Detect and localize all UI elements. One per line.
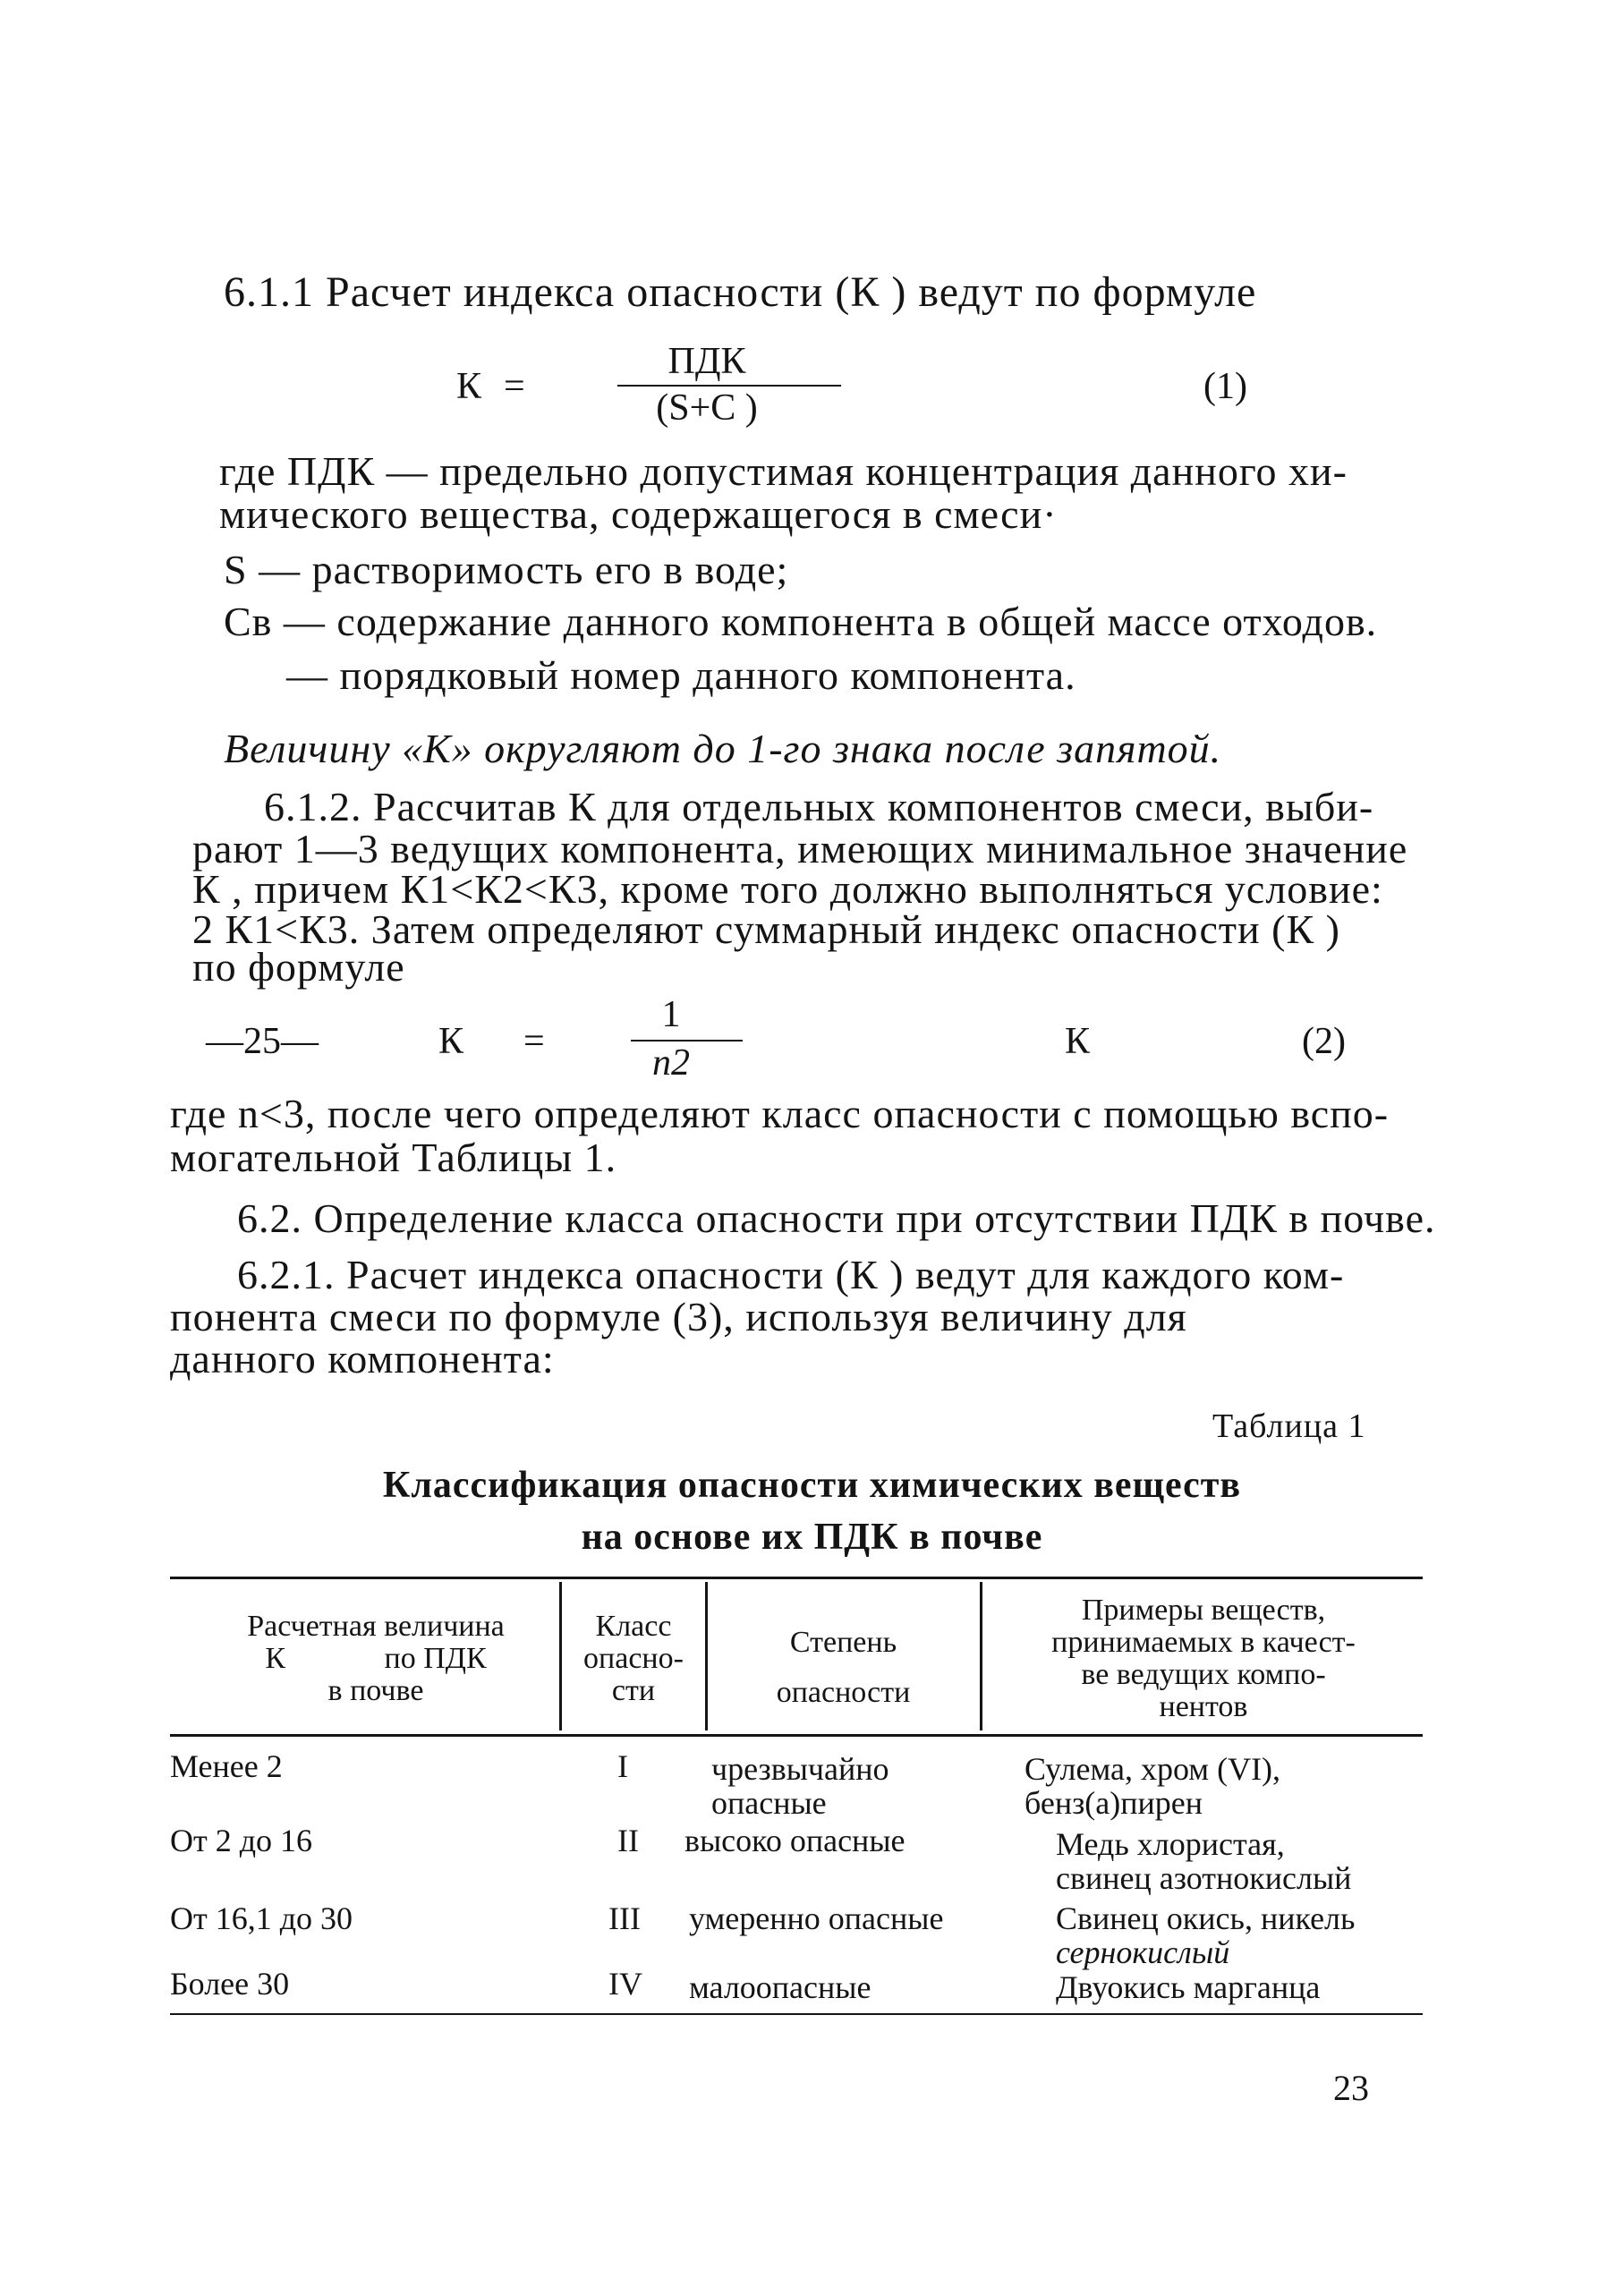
table-label: Таблица 1 bbox=[1212, 1407, 1366, 1445]
cell-text: бенз(а)пирен bbox=[1025, 1785, 1203, 1821]
table-cell-class: III bbox=[608, 1900, 641, 1936]
formula2-lhs: К bbox=[438, 1021, 464, 1062]
table-title-line2: на основе их ПДК в почве bbox=[581, 1517, 1043, 1558]
definition-line: мического вещества, содержащегося в смеси· bbox=[219, 491, 1058, 537]
formula2-denominator: n2 bbox=[652, 1042, 690, 1084]
formula1-eq: = bbox=[504, 366, 525, 407]
paragraph-line: 2 К1<К3. Затем определяют суммарный индекс опасности (К ) bbox=[192, 906, 1340, 952]
cell-text: высоко опасные bbox=[684, 1823, 906, 1858]
table-cell-class: I bbox=[617, 1748, 628, 1784]
table-cell-range: От 16,1 до 30 bbox=[170, 1900, 353, 1936]
cell-text: Свинец окись, никель bbox=[1056, 1900, 1356, 1936]
paragraph-line: могательной Таблицы 1. bbox=[170, 1135, 617, 1180]
header-text: Степень bbox=[789, 1626, 897, 1659]
rounding-note: Величину «К» округляют до 1-го знака после запятой. bbox=[224, 726, 1222, 771]
header-text: сти bbox=[611, 1674, 656, 1707]
table-title-line1: Классификация опасности химических веществ bbox=[382, 1465, 1242, 1506]
section-62-heading: 6.2. Определение класса опасности при отсутствии ПДК в почве. bbox=[237, 1195, 1436, 1241]
table-cell-range: Более 30 bbox=[170, 1966, 290, 2002]
header-cell-degree bbox=[711, 1618, 975, 1718]
header-text: опасности bbox=[776, 1676, 911, 1709]
header-cell-value bbox=[201, 1611, 550, 1707]
cell-text: малоопасные bbox=[689, 1969, 872, 2005]
header-text: в почве bbox=[327, 1674, 424, 1707]
table-cell-range: Менее 2 bbox=[170, 1748, 283, 1784]
formula2-eq: = bbox=[523, 1021, 545, 1062]
cell-text: Сулема, хром (VI), bbox=[1025, 1751, 1281, 1787]
table-cell-range: От 2 до 16 bbox=[170, 1823, 313, 1858]
cell-text: сернокислый bbox=[1056, 1934, 1230, 1970]
table-cell-examples bbox=[1056, 1901, 1355, 1969]
table-top-rule bbox=[170, 1577, 1423, 1579]
paragraph-line: понента смеси по формуле (3), используя величину для bbox=[170, 1294, 1187, 1339]
table-cell-degree bbox=[711, 1752, 889, 1820]
header-text: Класс bbox=[595, 1610, 672, 1643]
table-cell-degree bbox=[689, 1970, 871, 2004]
cell-text: умеренно опасные bbox=[689, 1900, 944, 1936]
table-cell-class: II bbox=[617, 1823, 639, 1858]
formula1-number: (1) bbox=[1203, 366, 1247, 407]
formula1-numerator: ПДК bbox=[667, 341, 746, 382]
cell-text: свинец азотнокислый bbox=[1056, 1860, 1352, 1896]
cell-text: опасные bbox=[711, 1785, 827, 1821]
paragraph-line: данного компонента: bbox=[170, 1336, 555, 1382]
header-text: принимаемых в качест- bbox=[1051, 1626, 1356, 1659]
cell-text: чрезвычайно bbox=[711, 1751, 889, 1787]
header-text: нентов bbox=[1159, 1690, 1248, 1723]
header-text: Примеры веществ, bbox=[1081, 1594, 1326, 1627]
table-cell-examples bbox=[1056, 1827, 1351, 1895]
formula1-lhs: К bbox=[456, 366, 482, 407]
paragraph-line: по формуле bbox=[192, 944, 405, 990]
header-divider bbox=[980, 1582, 982, 1730]
header-divider bbox=[705, 1582, 708, 1730]
definition-line: где ПДК — предельно допустимая концентрация данного хи- bbox=[219, 448, 1348, 494]
cell-text: Двуокись марганца bbox=[1056, 1969, 1321, 2005]
formula2-rhs: К bbox=[1065, 1021, 1091, 1062]
paragraph-line: 6.2.1. Расчет индекса опасности (К ) ведут для каждого ком- bbox=[237, 1252, 1345, 1297]
table-cell-examples bbox=[1025, 1752, 1280, 1820]
header-text: ве ведущих компо- bbox=[1081, 1658, 1326, 1691]
paragraph-line: рают 1—3 ведущих компонента, имеющих минимальное значение bbox=[192, 826, 1408, 871]
table-cell-examples bbox=[1056, 1970, 1320, 2004]
paragraph-line: 6.1.2. Рассчитав К для отдельных компонентов смеси, выби- bbox=[264, 784, 1374, 829]
header-text: опасно- bbox=[583, 1642, 684, 1675]
header-text: К по ПДК bbox=[265, 1642, 487, 1675]
paragraph-line: К , причем К1<К2<К3, кроме того должно выполняться условие: bbox=[192, 866, 1383, 912]
header-cell-examples bbox=[989, 1594, 1418, 1723]
paragraph-line: где n<3, после чего определяют класс опасности с помощью вспо- bbox=[170, 1091, 1390, 1136]
header-text: Расчетная величина bbox=[247, 1610, 505, 1643]
table-cell-degree bbox=[689, 1901, 943, 1935]
definition-line: — порядковый номер данного компонента. bbox=[286, 652, 1076, 698]
table-bottom-rule bbox=[170, 2013, 1423, 2015]
table-cell-class: IV bbox=[608, 1966, 642, 2002]
formula2-number: (2) bbox=[1302, 1021, 1346, 1062]
formula2-numerator: 1 bbox=[661, 994, 681, 1035]
formula1-denominator: (S+C ) bbox=[656, 387, 758, 429]
header-cell-class bbox=[565, 1611, 701, 1707]
page-number: 23 bbox=[1333, 2068, 1369, 2108]
definition-line: Св — содержание данного компонента в общей массе отходов. bbox=[224, 599, 1378, 644]
cell-text: Медь хлористая, bbox=[1056, 1826, 1285, 1862]
page-marker: —25— bbox=[206, 1021, 319, 1062]
table-cell-degree bbox=[684, 1824, 905, 1858]
table-header-rule bbox=[170, 1734, 1423, 1737]
definition-line: S — растворимость его в воде; bbox=[224, 547, 789, 592]
section-611-intro: 6.1.1 Расчет индекса опасности (К ) ведут по формуле bbox=[224, 268, 1257, 316]
header-divider bbox=[559, 1582, 562, 1730]
